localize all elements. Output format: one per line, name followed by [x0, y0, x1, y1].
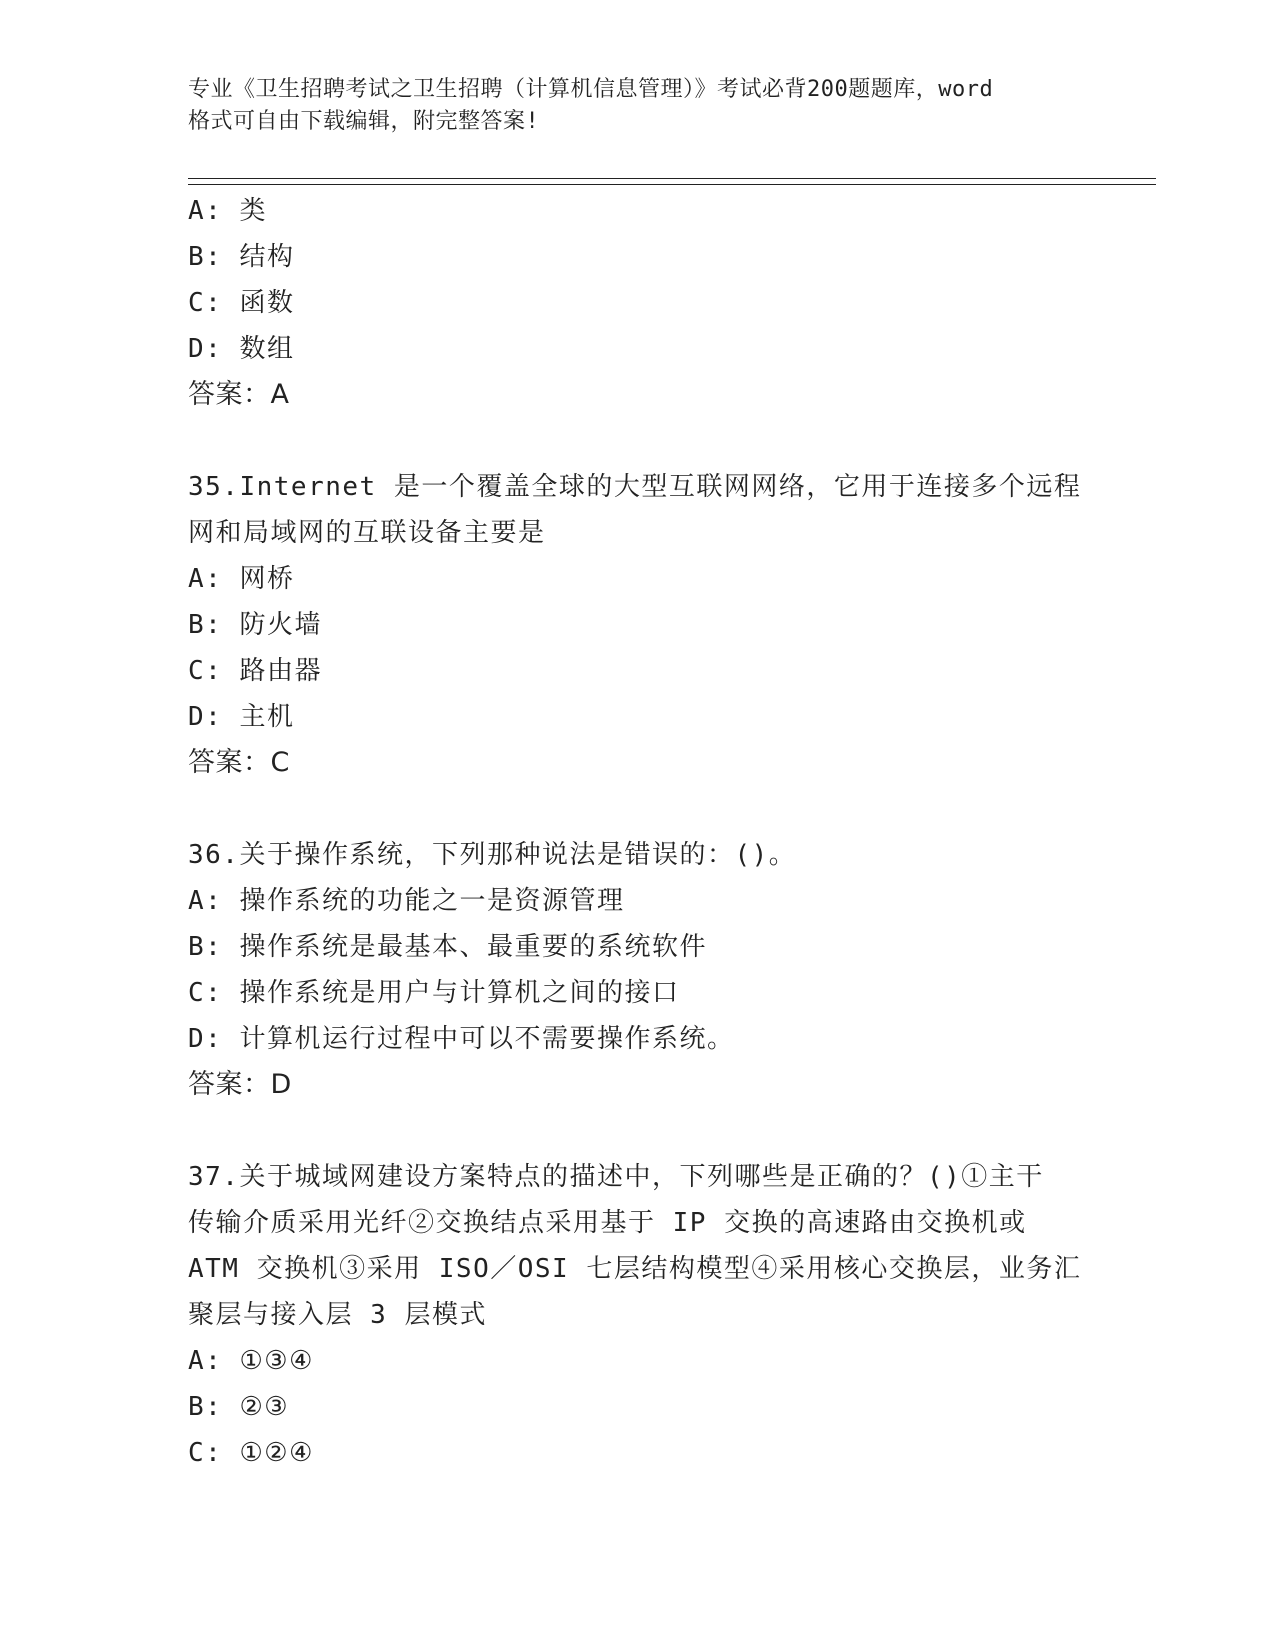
document-body	[188, 188, 1088, 1476]
option-a: A: 类	[188, 196, 267, 226]
option-a: A: ①③④	[188, 1346, 314, 1376]
answer-line: 答案：D	[188, 1069, 292, 1100]
question-block-36	[188, 832, 1088, 1108]
option-c: C: 路由器	[188, 656, 322, 686]
document-header	[188, 74, 1088, 138]
question-text-line: 聚层与接入层 3 层模式	[188, 1300, 487, 1330]
option-a: A: 网桥	[188, 564, 295, 594]
question-text-line: ATM 交换机③采用 ISO／OSI 七层结构模型④采用核心交换层，业务汇	[188, 1254, 1082, 1284]
option-d: D: 计算机运行过程中可以不需要操作系统。	[188, 1024, 735, 1054]
option-d: D: 主机	[188, 702, 295, 732]
question-text-line: 37.关于城域网建设方案特点的描述中，下列哪些是正确的？()①主干	[188, 1162, 1044, 1192]
option-c: C: ①②④	[188, 1438, 314, 1468]
header-line-2: 格式可自由下载编辑，附完整答案!	[188, 109, 540, 134]
header-divider-top	[188, 178, 1156, 179]
option-d: D: 数组	[188, 334, 295, 364]
question-block-34	[188, 188, 1088, 418]
question-text-line: 36.关于操作系统，下列那种说法是错误的：()。	[188, 840, 797, 870]
option-c: C: 操作系统是用户与计算机之间的接口	[188, 978, 680, 1008]
option-b: B: 防火墙	[188, 610, 322, 640]
question-text-line: 网和局域网的互联设备主要是	[188, 518, 546, 548]
answer-line: 答案：A	[188, 379, 290, 410]
header-divider-bottom	[188, 184, 1156, 185]
option-b: B: ②③	[188, 1392, 290, 1422]
question-text-line: 35.Internet 是一个覆盖全球的大型互联网网络，它用于连接多个远程	[188, 472, 1082, 502]
option-b: B: 结构	[188, 242, 295, 272]
option-b: B: 操作系统是最基本、最重要的系统软件	[188, 932, 707, 962]
option-c: C: 函数	[188, 288, 295, 318]
question-block-37	[188, 1154, 1088, 1476]
header-line-1: 专业《卫生招聘考试之卫生招聘（计算机信息管理）》考试必背200题题库，word	[188, 77, 994, 102]
question-block-35	[188, 464, 1088, 786]
option-a: A: 操作系统的功能之一是资源管理	[188, 886, 625, 916]
question-text-line: 传输介质采用光纤②交换结点采用基于 IP 交换的高速路由交换机或	[188, 1208, 1027, 1238]
answer-line: 答案：C	[188, 747, 290, 778]
